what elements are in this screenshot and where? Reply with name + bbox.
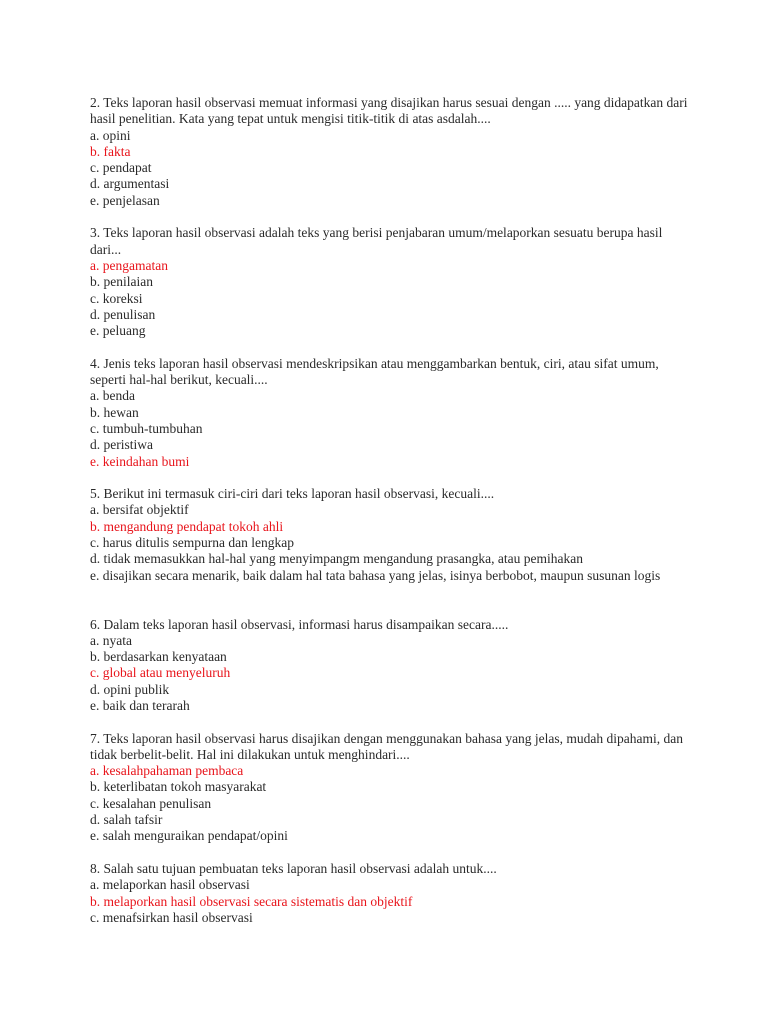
option-c: c. kesalahan penulisan [90, 795, 212, 811]
question-2 [90, 95, 690, 209]
spacer [90, 470, 690, 486]
option-a: a. nyata [90, 632, 132, 648]
spacer [90, 584, 690, 617]
option-a-correct: a. pengamatan [90, 257, 168, 273]
spacer [90, 339, 690, 355]
option-d: d. tidak memasukkan hal-hal yang menyimpangm mengandung prasangka, atau pemihakan [90, 551, 583, 567]
option-c-correct: c. global atau menyeluruh [90, 665, 231, 681]
option-b-correct: b. fakta [90, 143, 131, 159]
question-text: 5. Berikut ini termasuk ciri-ciri dari teks laporan hasil observasi, kecuali.... [90, 486, 495, 502]
spacer [90, 845, 690, 861]
option-a: a. opini [90, 127, 131, 143]
option-c: c. menafsirkan hasil observasi [90, 909, 253, 925]
option-e: e. disajikan secara menarik, baik dalam hal tata bahasa yang jelas, isinya berbobot, maupun susunan logis [90, 567, 661, 583]
question-text: 3. Teks laporan hasil observasi adalah teks yang berisi penjabaran umum/melaporkan sesuatu berupa hasil dari... [90, 225, 663, 257]
question-text: 8. Salah satu tujuan pembuatan teks laporan hasil observasi adalah untuk.... [90, 860, 497, 876]
option-e: e. peluang [90, 323, 146, 339]
option-e: e. baik dan terarah [90, 697, 190, 713]
option-a: a. benda [90, 388, 135, 404]
option-b: b. berdasarkan kenyataan [90, 649, 227, 665]
option-d: d. penulisan [90, 306, 156, 322]
question-6 [90, 617, 690, 715]
question-7 [90, 731, 690, 845]
option-c: c. pendapat [90, 160, 152, 176]
option-c: c. tumbuh-tumbuhan [90, 420, 203, 436]
question-5 [90, 486, 690, 584]
option-e: e. salah menguraikan pendapat/opini [90, 828, 288, 844]
option-c: c. koreksi [90, 290, 143, 306]
spacer [90, 209, 690, 225]
question-8 [90, 861, 690, 926]
question-text: 4. Jenis teks laporan hasil observasi mendeskripsikan atau menggambarkan bentuk, ciri, atau sifat umum, seperti hal-hal berikut, kecuali.... [90, 355, 659, 388]
question-text: 7. Teks laporan hasil observasi harus disajikan dengan menggunakan bahasa yang jelas, mudah dipahami, dan tidak berbelit-belit. Hal ini dilakukan untuk menghindari.... [90, 730, 684, 762]
question-3 [90, 225, 690, 339]
option-a: a. bersifat objektif [90, 502, 189, 518]
option-c: c. harus ditulis sempurna dan lengkap [90, 535, 294, 551]
option-b: b. hewan [90, 404, 139, 420]
option-d: d. salah tafsir [90, 812, 163, 828]
option-b: b. keterlibatan tokoh masyarakat [90, 779, 267, 795]
option-a-correct: a. kesalahpahaman pembaca [90, 763, 244, 779]
spacer [90, 714, 690, 730]
option-e-correct: e. keindahan bumi [90, 453, 190, 469]
option-a: a. melaporkan hasil observasi [90, 877, 250, 893]
option-b-correct: b. mengandung pendapat tokoh ahli [90, 518, 284, 534]
option-d: d. peristiwa [90, 437, 153, 453]
question-text: 6. Dalam teks laporan hasil observasi, informasi harus disampaikan secara..... [90, 616, 509, 632]
option-d: d. opini publik [90, 681, 170, 697]
option-d: d. argumentasi [90, 176, 170, 192]
question-text: 2. Teks laporan hasil observasi memuat informasi yang disajikan harus sesuai dengan ..... yang didapatkan dari hasil penelitian. Kata yang tepat untuk mengisi titik-titik di atas asdalah.... [90, 95, 688, 127]
question-4 [90, 356, 690, 470]
option-b-correct: b. melaporkan hasil observasi secara sistematis dan objektif [90, 893, 413, 909]
option-e: e. penjelasan [90, 192, 160, 208]
document-page [90, 95, 690, 926]
option-b: b. penilaian [90, 274, 153, 290]
